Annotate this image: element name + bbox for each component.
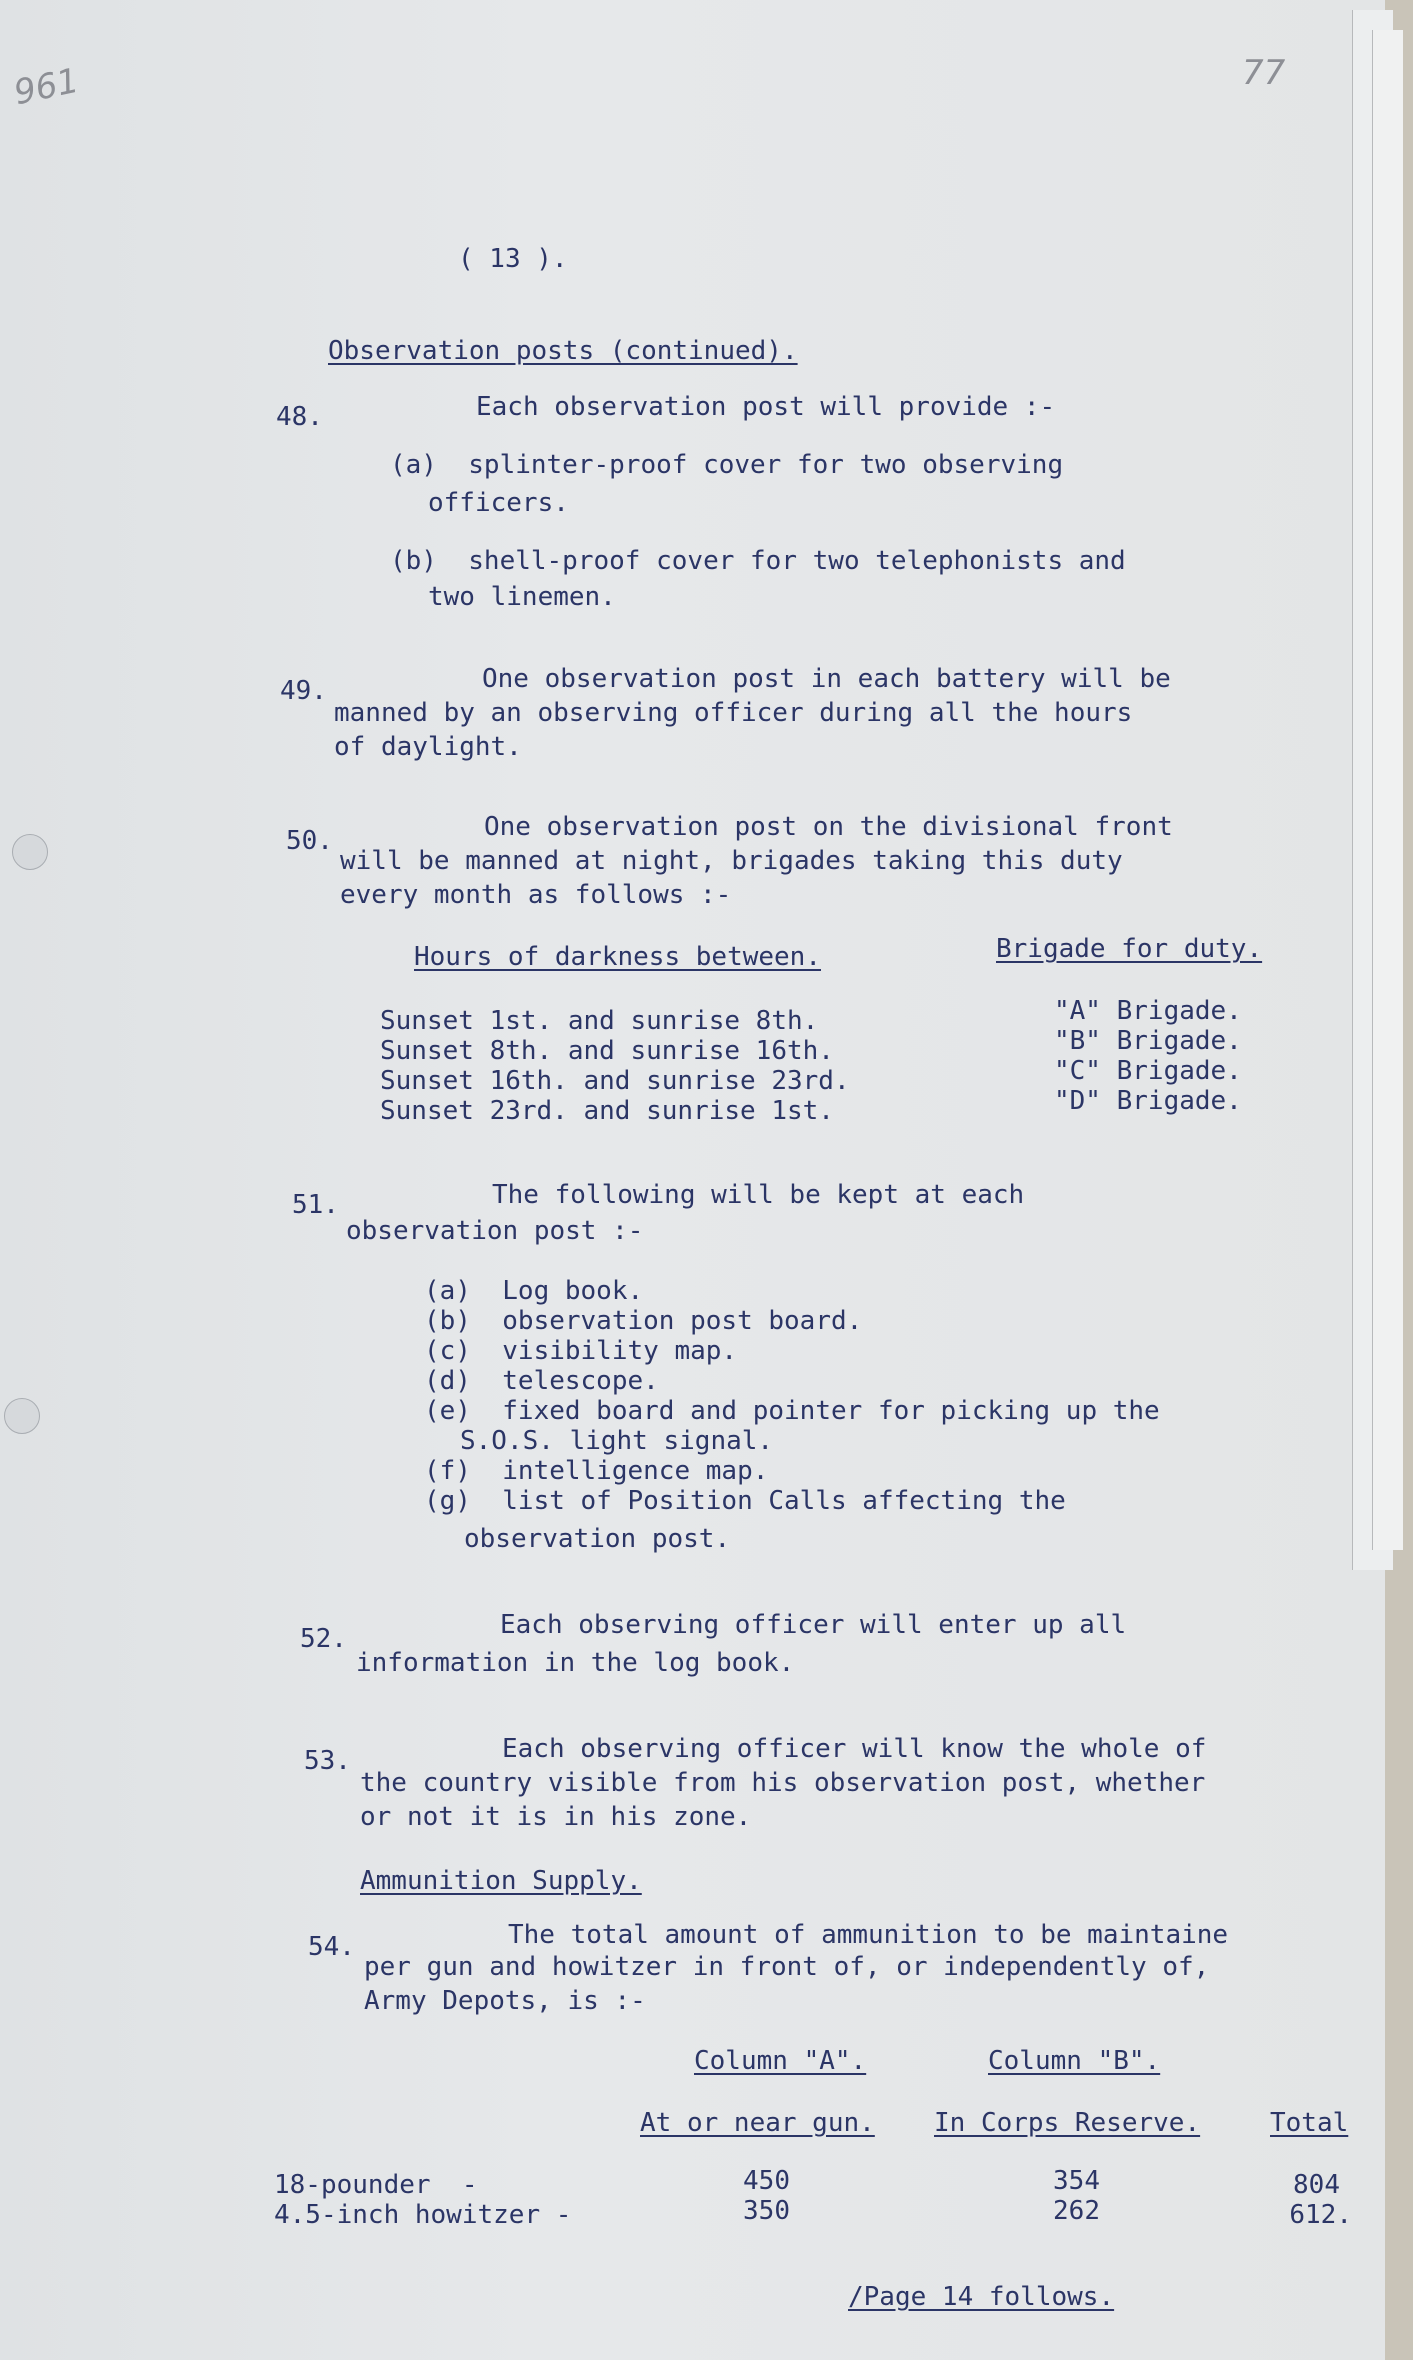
para-50-line: One observation post on the divisional front <box>484 812 1173 842</box>
para-53-line: or not it is in his zone. <box>360 1802 752 1832</box>
underlying-page-edge <box>1372 30 1403 1550</box>
duty-table-brigade: "D" Brigade. <box>1054 1086 1242 1116</box>
ammo-value-total: 804 <box>1293 2170 1340 2200</box>
page-number: ( 13 ). <box>458 244 568 274</box>
para-54-number: 54. <box>308 1932 355 1962</box>
ammo-row-label: 18-pounder - <box>274 2170 478 2200</box>
para-54-line: The total amount of ammunition to be maintaine <box>508 1920 1229 1950</box>
para-51-item: (d) telescope. <box>424 1366 659 1396</box>
pencil-folio-right: 77 <box>1242 53 1286 93</box>
ammo-header-total: Total <box>1270 2108 1349 2138</box>
para-54-line: per gun and howitzer in front of, or independently of, <box>364 1952 1210 1982</box>
para-52-line: Each observing officer will enter up all <box>500 1610 1127 1640</box>
para-52-line: information in the log book. <box>356 1648 795 1678</box>
para-49-line: manned by an observing officer during all the hours <box>334 698 1133 728</box>
punch-hole <box>12 834 48 870</box>
ammo-value-corps-reserve: 354 <box>1053 2166 1100 2196</box>
para-51-item: (e) fixed board and pointer for picking up the <box>424 1396 1160 1426</box>
page-footer-continuation: /Page 14 follows. <box>848 2282 1115 2312</box>
punch-hole <box>4 1398 40 1434</box>
para-48-item-a-cont: officers. <box>428 488 569 518</box>
para-48-item-b: (b) shell-proof cover for two telephonists and <box>390 546 1126 576</box>
para-51-number: 51. <box>292 1190 339 1220</box>
duty-table-hours: Sunset 8th. and sunrise 16th. <box>380 1036 834 1066</box>
para-50-line: will be manned at night, brigades taking this duty <box>340 846 1123 876</box>
duty-table-header-brigade: Brigade for duty. <box>996 934 1263 964</box>
para-51-item: (c) visibility map. <box>424 1336 738 1366</box>
para-53-number: 53. <box>304 1746 351 1776</box>
duty-table-hours: Sunset 23rd. and sunrise 1st. <box>380 1096 834 1126</box>
para-48-item-a: (a) splinter-proof cover for two observing <box>390 450 1064 480</box>
para-49-line: of daylight. <box>334 732 522 762</box>
ammo-row-label: 4.5-inch howitzer - <box>274 2200 572 2230</box>
section-heading-observation: Observation posts (continued). <box>328 336 798 366</box>
pencil-folio-left: 961 <box>10 60 83 114</box>
para-50-number: 50. <box>286 826 333 856</box>
duty-table-brigade: "C" Brigade. <box>1054 1056 1242 1086</box>
para-51-item: (a) Log book. <box>424 1276 644 1306</box>
ammo-value-total: 612. <box>1289 2200 1352 2230</box>
ammo-value-near-gun: 350 <box>743 2196 790 2226</box>
ammo-header-near-gun: At or near gun. <box>640 2108 875 2138</box>
para-51-item: (f) intelligence map. <box>424 1456 769 1486</box>
para-51-item-cont: S.O.S. light signal. <box>460 1426 774 1456</box>
para-54-line: Army Depots, is :- <box>364 1986 646 2016</box>
para-52-number: 52. <box>300 1624 347 1654</box>
para-48-text: Each observation post will provide :- <box>476 392 1056 422</box>
duty-table-hours: Sunset 16th. and sunrise 23rd. <box>380 1066 850 1096</box>
section-heading-ammunition: Ammunition Supply. <box>360 1866 642 1896</box>
ammo-header-corps-reserve: In Corps Reserve. <box>934 2108 1201 2138</box>
duty-table-brigade: "B" Brigade. <box>1054 1026 1242 1056</box>
para-51-line: observation post :- <box>346 1216 644 1246</box>
para-48-item-b-cont: two linemen. <box>428 582 616 612</box>
duty-table-brigade: "A" Brigade. <box>1054 996 1242 1026</box>
ammo-column-label-a: Column "A". <box>694 2046 867 2076</box>
para-48-number: 48. <box>276 402 323 432</box>
para-50-line: every month as follows :- <box>340 880 732 910</box>
para-49-number: 49. <box>280 676 327 706</box>
para-51-item: (b) observation post board. <box>424 1306 863 1336</box>
ammo-column-label-b: Column "B". <box>988 2046 1161 2076</box>
ammo-value-near-gun: 450 <box>743 2166 790 2196</box>
duty-table-hours: Sunset 1st. and sunrise 8th. <box>380 1006 819 1036</box>
para-53-line: the country visible from his observation post, whether <box>360 1768 1206 1798</box>
para-51-item: (g) list of Position Calls affecting the <box>424 1486 1066 1516</box>
para-51-line: The following will be kept at each <box>492 1180 1025 1210</box>
para-51-item-cont: observation post. <box>464 1524 731 1554</box>
para-53-line: Each observing officer will know the whole of <box>502 1734 1207 1764</box>
duty-table-header-hours: Hours of darkness between. <box>414 942 821 972</box>
para-49-line: One observation post in each battery will be <box>482 664 1171 694</box>
ammo-value-corps-reserve: 262 <box>1053 2196 1100 2226</box>
